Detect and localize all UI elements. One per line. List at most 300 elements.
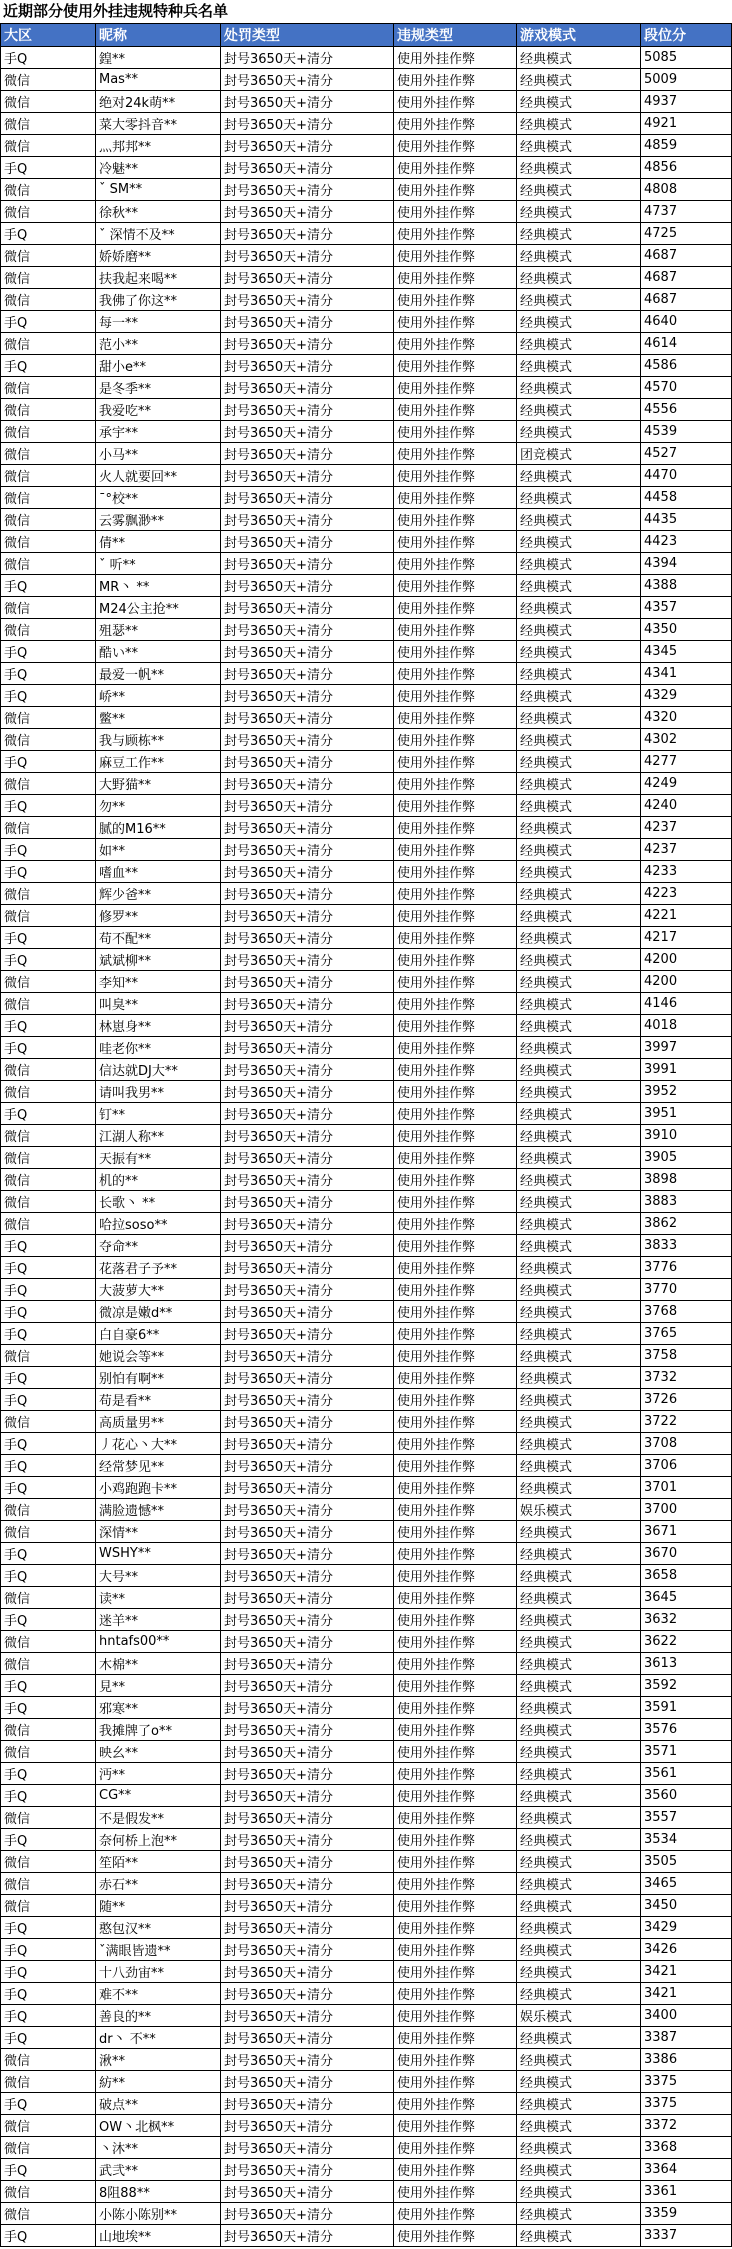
table-row — [1, 1037, 732, 1059]
violation-cell: 使用外挂作弊 — [394, 2049, 517, 2071]
violation-cell: 使用外挂作弊 — [394, 289, 517, 311]
mode-cell: 经典模式 — [517, 2071, 641, 2093]
table-row — [1, 443, 732, 465]
region-cell: 微信 — [1, 201, 96, 223]
score-cell: 3951 — [641, 1103, 732, 1125]
penalty-cell: 封号3650天+清分 — [221, 1213, 394, 1235]
nickname-cell: 十八劲宙** — [96, 1961, 221, 1983]
region-cell: 微信 — [1, 399, 96, 421]
penalty-cell: 封号3650天+清分 — [221, 157, 394, 179]
mode-cell: 经典模式 — [517, 1565, 641, 1587]
region-cell: 手Q — [1, 1235, 96, 1257]
nickname-cell: 徐秋** — [96, 201, 221, 223]
table-row — [1, 1103, 732, 1125]
table-row — [1, 1499, 732, 1521]
nickname-cell: 大菠萝大** — [96, 1279, 221, 1301]
table-row — [1, 135, 732, 157]
penalty-cell: 封号3650天+清分 — [221, 1521, 394, 1543]
violation-cell: 使用外挂作弊 — [394, 1543, 517, 1565]
score-cell: 4725 — [641, 223, 732, 245]
nickname-cell: 范小** — [96, 333, 221, 355]
table-row — [1, 1323, 732, 1345]
penalty-cell: 封号3650天+清分 — [221, 1169, 394, 1191]
violation-cell: 使用外挂作弊 — [394, 1455, 517, 1477]
score-cell: 4249 — [641, 773, 732, 795]
region-cell: 手Q — [1, 2093, 96, 2115]
mode-cell: 经典模式 — [517, 289, 641, 311]
table-row — [1, 1697, 732, 1719]
violation-cell: 使用外挂作弊 — [394, 729, 517, 751]
score-cell: 4687 — [641, 267, 732, 289]
violation-cell: 使用外挂作弊 — [394, 1191, 517, 1213]
penalty-cell: 封号3650天+清分 — [221, 2093, 394, 2115]
header-region: 大区 — [1, 24, 96, 47]
region-cell: 微信 — [1, 113, 96, 135]
nickname-cell: 酷い** — [96, 641, 221, 663]
table-row — [1, 861, 732, 883]
violation-cell: 使用外挂作弊 — [394, 47, 517, 69]
penalty-cell: 封号3650天+清分 — [221, 1565, 394, 1587]
nickname-cell: ˇ 深情不及** — [96, 223, 221, 245]
score-cell: 3372 — [641, 2115, 732, 2137]
table-row — [1, 1653, 732, 1675]
table-row — [1, 421, 732, 443]
region-cell: 微信 — [1, 421, 96, 443]
nickname-cell: 大野猫** — [96, 773, 221, 795]
table-row — [1, 69, 732, 91]
mode-cell: 经典模式 — [517, 1807, 641, 1829]
header-row — [1, 24, 732, 47]
score-cell: 3560 — [641, 1785, 732, 1807]
region-cell: 微信 — [1, 1653, 96, 1675]
penalty-cell: 封号3650天+清分 — [221, 355, 394, 377]
list-title: 近期部分使用外挂违规特种兵名单 — [3, 2, 229, 20]
penalty-cell: 封号3650天+清分 — [221, 1301, 394, 1323]
mode-cell: 经典模式 — [517, 751, 641, 773]
penalty-cell: 封号3650天+清分 — [221, 1807, 394, 1829]
nickname-cell: OW丶北枫** — [96, 2115, 221, 2137]
region-cell: 微信 — [1, 333, 96, 355]
table-row — [1, 663, 732, 685]
region-cell: 手Q — [1, 2005, 96, 2027]
region-cell: 微信 — [1, 817, 96, 839]
score-cell: 4586 — [641, 355, 732, 377]
violation-cell: 使用外挂作弊 — [394, 2027, 517, 2049]
penalty-cell: 封号3650天+清分 — [221, 1477, 394, 1499]
penalty-cell: 封号3650天+清分 — [221, 1345, 394, 1367]
mode-cell: 经典模式 — [517, 113, 641, 135]
table-row — [1, 2203, 732, 2225]
violation-cell: 使用外挂作弊 — [394, 1895, 517, 1917]
table-row — [1, 817, 732, 839]
score-cell: 3505 — [641, 1851, 732, 1873]
region-cell: 微信 — [1, 1499, 96, 1521]
mode-cell: 经典模式 — [517, 1433, 641, 1455]
score-cell: 4808 — [641, 179, 732, 201]
penalty-cell: 封号3650天+清分 — [221, 1917, 394, 1939]
nickname-cell: 哇老你** — [96, 1037, 221, 1059]
region-cell: 手Q — [1, 1763, 96, 1785]
violation-cell: 使用外挂作弊 — [394, 399, 517, 421]
violation-cell: 使用外挂作弊 — [394, 751, 517, 773]
region-cell: 手Q — [1, 1323, 96, 1345]
region-cell: 微信 — [1, 707, 96, 729]
nickname-cell: 我摊牌了o** — [96, 1719, 221, 1741]
nickname-cell: 深情** — [96, 1521, 221, 1543]
score-cell: 3450 — [641, 1895, 732, 1917]
mode-cell: 经典模式 — [517, 157, 641, 179]
violation-cell: 使用外挂作弊 — [394, 1499, 517, 1521]
violation-cell: 使用外挂作弊 — [394, 2159, 517, 2181]
score-cell: 3359 — [641, 2203, 732, 2225]
score-cell: 3708 — [641, 1433, 732, 1455]
mode-cell: 经典模式 — [517, 1125, 641, 1147]
region-cell: 微信 — [1, 267, 96, 289]
penalty-cell: 封号3650天+清分 — [221, 1411, 394, 1433]
mode-cell: 经典模式 — [517, 1917, 641, 1939]
region-cell: 手Q — [1, 663, 96, 685]
mode-cell: 经典模式 — [517, 1983, 641, 2005]
region-cell: 手Q — [1, 751, 96, 773]
violation-cell: 使用外挂作弊 — [394, 1169, 517, 1191]
nickname-cell: MR丶 ** — [96, 575, 221, 597]
nickname-cell: 修罗** — [96, 905, 221, 927]
violation-cell: 使用外挂作弊 — [394, 1631, 517, 1653]
nickname-cell: 她说会等** — [96, 1345, 221, 1367]
table-row — [1, 641, 732, 663]
penalty-cell: 封号3650天+清分 — [221, 179, 394, 201]
nickname-cell: 别怕有啊** — [96, 1367, 221, 1389]
mode-cell: 经典模式 — [517, 2225, 641, 2247]
nickname-cell: CG** — [96, 1785, 221, 1807]
table-row — [1, 1741, 732, 1763]
table-row — [1, 1125, 732, 1147]
region-cell: 手Q — [1, 1543, 96, 1565]
mode-cell: 经典模式 — [517, 993, 641, 1015]
penalty-cell: 封号3650天+清分 — [221, 1235, 394, 1257]
score-cell: 4240 — [641, 795, 732, 817]
mode-cell: 经典模式 — [517, 421, 641, 443]
region-cell: 微信 — [1, 1125, 96, 1147]
penalty-cell: 封号3650天+清分 — [221, 377, 394, 399]
score-cell: 4435 — [641, 509, 732, 531]
region-cell: 手Q — [1, 2225, 96, 2247]
nickname-cell: 勿** — [96, 795, 221, 817]
penalty-cell: 封号3650天+清分 — [221, 795, 394, 817]
mode-cell: 经典模式 — [517, 949, 641, 971]
penalty-cell: 封号3650天+清分 — [221, 267, 394, 289]
region-cell: 手Q — [1, 1983, 96, 2005]
mode-cell: 经典模式 — [517, 575, 641, 597]
penalty-cell: 封号3650天+清分 — [221, 641, 394, 663]
penalty-cell: 封号3650天+清分 — [221, 2115, 394, 2137]
penalty-cell: 封号3650天+清分 — [221, 927, 394, 949]
region-cell: 微信 — [1, 2115, 96, 2137]
region-cell: 手Q — [1, 839, 96, 861]
violation-cell: 使用外挂作弊 — [394, 531, 517, 553]
score-cell: 3364 — [641, 2159, 732, 2181]
nickname-cell: 見** — [96, 1675, 221, 1697]
violation-cell: 使用外挂作弊 — [394, 311, 517, 333]
score-cell: 3658 — [641, 1565, 732, 1587]
violation-cell: 使用外挂作弊 — [394, 2137, 517, 2159]
score-cell: 4350 — [641, 619, 732, 641]
mode-cell: 经典模式 — [517, 773, 641, 795]
violation-cell: 使用外挂作弊 — [394, 1653, 517, 1675]
region-cell: 手Q — [1, 1785, 96, 1807]
mode-cell: 经典模式 — [517, 91, 641, 113]
penalty-cell: 封号3650天+清分 — [221, 1983, 394, 2005]
table-row — [1, 399, 732, 421]
nickname-cell: 映幺** — [96, 1741, 221, 1763]
mode-cell: 经典模式 — [517, 487, 641, 509]
table-row — [1, 2159, 732, 2181]
table-row — [1, 971, 732, 993]
penalty-cell: 封号3650天+清分 — [221, 1741, 394, 1763]
mode-cell: 经典模式 — [517, 1037, 641, 1059]
nickname-cell: Mas** — [96, 69, 221, 91]
score-cell: 4018 — [641, 1015, 732, 1037]
region-cell: 微信 — [1, 883, 96, 905]
table-row — [1, 773, 732, 795]
table-row — [1, 2005, 732, 2027]
penalty-cell: 封号3650天+清分 — [221, 69, 394, 91]
mode-cell: 经典模式 — [517, 861, 641, 883]
mode-cell: 经典模式 — [517, 2027, 641, 2049]
nickname-cell: 信达就DJ大** — [96, 1059, 221, 1081]
table-row — [1, 751, 732, 773]
nickname-cell: 火人就要回** — [96, 465, 221, 487]
table-row — [1, 2071, 732, 2093]
score-cell: 3722 — [641, 1411, 732, 1433]
penalty-cell: 封号3650天+清分 — [221, 751, 394, 773]
violation-cell: 使用外挂作弊 — [394, 1697, 517, 1719]
table-row — [1, 993, 732, 1015]
nickname-cell: ˇ 听** — [96, 553, 221, 575]
table-row — [1, 531, 732, 553]
violation-cell: 使用外挂作弊 — [394, 1741, 517, 1763]
mode-cell: 经典模式 — [517, 2093, 641, 2115]
region-cell: 手Q — [1, 1917, 96, 1939]
region-cell: 微信 — [1, 1345, 96, 1367]
penalty-cell: 封号3650天+清分 — [221, 883, 394, 905]
region-cell: 微信 — [1, 2137, 96, 2159]
mode-cell: 经典模式 — [517, 1785, 641, 1807]
mode-cell: 经典模式 — [517, 1081, 641, 1103]
penalty-cell: 封号3650天+清分 — [221, 487, 394, 509]
region-cell: 手Q — [1, 2159, 96, 2181]
mode-cell: 经典模式 — [517, 1939, 641, 1961]
region-cell: 微信 — [1, 91, 96, 113]
mode-cell: 经典模式 — [517, 1851, 641, 1873]
mode-cell: 经典模式 — [517, 223, 641, 245]
region-cell: 微信 — [1, 1631, 96, 1653]
nickname-cell: 每一** — [96, 311, 221, 333]
violation-cell: 使用外挂作弊 — [394, 1323, 517, 1345]
penalty-cell: 封号3650天+清分 — [221, 1609, 394, 1631]
score-cell: 4237 — [641, 817, 732, 839]
violation-cell: 使用外挂作弊 — [394, 1873, 517, 1895]
penalty-cell: 封号3650天+清分 — [221, 861, 394, 883]
penalty-cell: 封号3650天+清分 — [221, 2027, 394, 2049]
table-row — [1, 1301, 732, 1323]
mode-cell: 经典模式 — [517, 1213, 641, 1235]
score-cell: 4687 — [641, 245, 732, 267]
penalty-cell: 封号3650天+清分 — [221, 1059, 394, 1081]
mode-cell: 经典模式 — [517, 1719, 641, 1741]
violation-cell: 使用外挂作弊 — [394, 1037, 517, 1059]
region-cell: 微信 — [1, 509, 96, 531]
score-cell: 3622 — [641, 1631, 732, 1653]
region-cell: 微信 — [1, 971, 96, 993]
nickname-cell: 机的** — [96, 1169, 221, 1191]
violation-cell: 使用外挂作弊 — [394, 575, 517, 597]
nickname-cell: 长歌丶 ** — [96, 1191, 221, 1213]
penalty-cell: 封号3650天+清分 — [221, 619, 394, 641]
mode-cell: 经典模式 — [517, 1169, 641, 1191]
region-cell: 微信 — [1, 773, 96, 795]
region-cell: 微信 — [1, 1059, 96, 1081]
violation-cell: 使用外挂作弊 — [394, 1983, 517, 2005]
violation-cell: 使用外挂作弊 — [394, 817, 517, 839]
violation-cell: 使用外挂作弊 — [394, 641, 517, 663]
score-cell: 3361 — [641, 2181, 732, 2203]
penalty-cell: 封号3650天+清分 — [221, 1851, 394, 1873]
region-cell: 手Q — [1, 1939, 96, 1961]
region-cell: 手Q — [1, 1829, 96, 1851]
nickname-cell: 承宇** — [96, 421, 221, 443]
score-cell: 4388 — [641, 575, 732, 597]
region-cell: 微信 — [1, 245, 96, 267]
violation-cell: 使用外挂作弊 — [394, 69, 517, 91]
region-cell: 手Q — [1, 1455, 96, 1477]
region-cell: 微信 — [1, 465, 96, 487]
nickname-cell: 破点** — [96, 2093, 221, 2115]
nickname-cell: 倩** — [96, 531, 221, 553]
score-cell: 3561 — [641, 1763, 732, 1785]
penalty-cell: 封号3650天+清分 — [221, 1081, 394, 1103]
table-row — [1, 267, 732, 289]
mode-cell: 经典模式 — [517, 2049, 641, 2071]
nickname-cell: 鳖** — [96, 707, 221, 729]
penalty-cell: 封号3650天+清分 — [221, 1279, 394, 1301]
violation-cell: 使用外挂作弊 — [394, 333, 517, 355]
table-row — [1, 883, 732, 905]
table-row — [1, 289, 732, 311]
score-cell: 3557 — [641, 1807, 732, 1829]
penalty-cell: 封号3650天+清分 — [221, 333, 394, 355]
violation-cell: 使用外挂作弊 — [394, 1235, 517, 1257]
score-cell: 4423 — [641, 531, 732, 553]
table-row — [1, 1191, 732, 1213]
penalty-cell: 封号3650天+清分 — [221, 597, 394, 619]
penalty-cell: 封号3650天+清分 — [221, 311, 394, 333]
penalty-cell: 封号3650天+清分 — [221, 509, 394, 531]
nickname-cell: 经常梦见** — [96, 1455, 221, 1477]
table-row — [1, 377, 732, 399]
nickname-cell: 鍠** — [96, 47, 221, 69]
penalty-cell: 封号3650天+清分 — [221, 1697, 394, 1719]
nickname-cell: 赤石** — [96, 1873, 221, 1895]
penalty-cell: 封号3650天+清分 — [221, 707, 394, 729]
table-row — [1, 2049, 732, 2071]
penalty-cell: 封号3650天+清分 — [221, 1961, 394, 1983]
mode-cell: 经典模式 — [517, 2115, 641, 2137]
penalty-cell: 封号3650天+清分 — [221, 47, 394, 69]
region-cell: 手Q — [1, 1961, 96, 1983]
penalty-cell: 封号3650天+清分 — [221, 839, 394, 861]
penalty-cell: 封号3650天+清分 — [221, 971, 394, 993]
violation-cell: 使用外挂作弊 — [394, 1257, 517, 1279]
violation-cell: 使用外挂作弊 — [394, 773, 517, 795]
score-cell: 4937 — [641, 91, 732, 113]
violation-cell: 使用外挂作弊 — [394, 1279, 517, 1301]
penalty-cell: 封号3650天+清分 — [221, 993, 394, 1015]
violation-cell: 使用外挂作弊 — [394, 1939, 517, 1961]
table-row — [1, 223, 732, 245]
mode-cell: 经典模式 — [517, 2159, 641, 2181]
nickname-cell: 最爱一帆** — [96, 663, 221, 685]
table-row — [1, 245, 732, 267]
nickname-cell: 菜大零抖音** — [96, 113, 221, 135]
mode-cell: 经典模式 — [517, 245, 641, 267]
penalty-cell: 封号3650天+清分 — [221, 1829, 394, 1851]
table-row — [1, 707, 732, 729]
penalty-cell: 封号3650天+清分 — [221, 553, 394, 575]
mode-cell: 经典模式 — [517, 355, 641, 377]
violation-cell: 使用外挂作弊 — [394, 487, 517, 509]
mode-cell: 经典模式 — [517, 531, 641, 553]
score-cell: 4570 — [641, 377, 732, 399]
mode-cell: 经典模式 — [517, 905, 641, 927]
mode-cell: 经典模式 — [517, 641, 641, 663]
nickname-cell: 沔** — [96, 1763, 221, 1785]
score-cell: 3534 — [641, 1829, 732, 1851]
mode-cell: 经典模式 — [517, 1829, 641, 1851]
nickname-cell: 湫** — [96, 2049, 221, 2071]
penalty-cell: 封号3650天+清分 — [221, 1037, 394, 1059]
score-cell: 3592 — [641, 1675, 732, 1697]
region-cell: 手Q — [1, 1433, 96, 1455]
mode-cell: 经典模式 — [517, 1059, 641, 1081]
region-cell: 手Q — [1, 1477, 96, 1499]
violation-cell: 使用外挂作弊 — [394, 1345, 517, 1367]
score-cell: 3883 — [641, 1191, 732, 1213]
region-cell: 手Q — [1, 355, 96, 377]
score-cell: 4687 — [641, 289, 732, 311]
violation-cell: 使用外挂作弊 — [394, 1719, 517, 1741]
table-row — [1, 1587, 732, 1609]
nickname-cell: 麻豆工作** — [96, 751, 221, 773]
mode-cell: 经典模式 — [517, 1961, 641, 1983]
violation-cell: 使用外挂作弊 — [394, 597, 517, 619]
region-cell: 手Q — [1, 1565, 96, 1587]
penalty-cell: 封号3650天+清分 — [221, 2071, 394, 2093]
table-row — [1, 1015, 732, 1037]
region-cell: 手Q — [1, 1015, 96, 1037]
table-row — [1, 1235, 732, 1257]
region-cell: 微信 — [1, 553, 96, 575]
penalty-cell: 封号3650天+清分 — [221, 1587, 394, 1609]
violation-cell: 使用外挂作弊 — [394, 795, 517, 817]
violation-cell: 使用外挂作弊 — [394, 1961, 517, 1983]
region-cell: 手Q — [1, 795, 96, 817]
table-row — [1, 2137, 732, 2159]
region-cell: 微信 — [1, 729, 96, 751]
violation-cell: 使用外挂作弊 — [394, 421, 517, 443]
violation-cell: 使用外挂作弊 — [394, 1851, 517, 1873]
violation-cell: 使用外挂作弊 — [394, 113, 517, 135]
